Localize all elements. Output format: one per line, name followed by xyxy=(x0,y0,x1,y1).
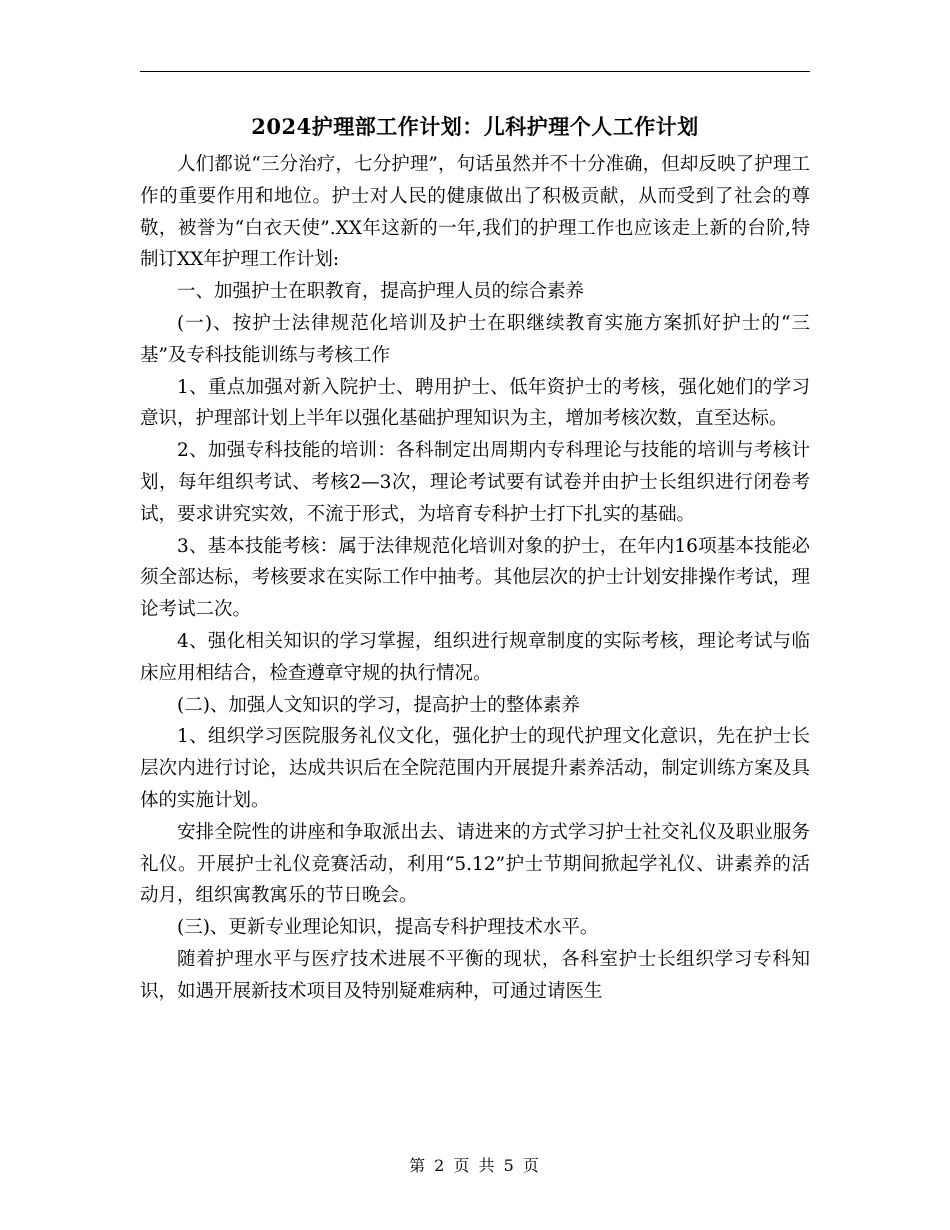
heading-section-1: 一、加强护士在职教育，提高护理人员的综合素养 xyxy=(177,281,585,303)
paragraph-specialty: 随着护理水平与医疗技术进展不平衡的现状，各科室护士长组织学习专科知识，如遇开展新技术项目及特别疑难病种，可通过请医生 xyxy=(140,948,810,1002)
paragraph-intro: 人们都说“三分治疗，七分护理”，句话虽然并不十分准确，但却反映了护理工作的重要作用和地位。护士对人民的健康做出了积极贡献，从而受到了社会的尊敬，被誉为“白衣天使”.XX年这新的一年,我们的护理工作也应该走上新的台阶,特制订XX年护理工作计划: xyxy=(140,154,810,271)
subheading-1: (一)、按护士法律规范化培训及护士在职继续教育实施方案抓好护士的“三基”及专科技能训练与考核工作 xyxy=(140,312,810,366)
paragraph-item-3: 3、基本技能考核：属于法律规范化培训对象的护士，在年内16项基本技能必须全部达标，考核要求在实际工作中抽考。其他层次的护士计划安排操作考试，理论考试二次。 xyxy=(140,535,810,621)
document-body xyxy=(140,149,810,1008)
paragraph-item-2: 2、加强专科技能的培训：各科制定出周期内专科理论与技能的培训与考核计划，每年组织考试、考核2—3次，理论考试要有试卷并由护士长组织进行闭卷考试，要求讲究实效，不流于形式，为培育专科护士打下扎实的基础。 xyxy=(140,440,810,525)
paragraph-item-1: 1、重点加强对新入院护士、聘用护士、低年资护士的考核，强化她们的学习意识，护理部计划上半年以强化基础护理知识为主，增加考核次数，直至达标。 xyxy=(140,376,810,430)
paragraph-etiquette-1: 1、组织学习医院服务礼仪文化，强化护士的现代护理文化意识，先在护士长层次内进行讨论，达成共识后在全院范围内开展提升素养活动，制定训练方案及具体的实施计划。 xyxy=(140,726,810,811)
page-number: 第 2 页 共 5 页 xyxy=(409,1156,541,1175)
paragraph-etiquette-2: 安排全院性的讲座和争取派出去、请进来的方式学习护士社交礼仪及职业服务礼仪。开展护士礼仪竞赛活动，利用“5.12”护士节期间掀起学礼仪、讲素养的活动月，组织寓教寓乐的节日晚会。 xyxy=(140,821,810,907)
header-rule xyxy=(140,71,810,72)
subheading-2: (二)、加强人文知识的学习，提高护士的整体素养 xyxy=(177,694,580,716)
subheading-3: (三)、更新专业理论知识，提高专科护理技术水平。 xyxy=(177,917,599,939)
paragraph-item-4: 4、强化相关知识的学习掌握，组织进行规章制度的实际考核，理论考试与临床应用相结合，检查遵章守规的执行情况。 xyxy=(140,630,810,684)
document-title: 2024护理部工作计划：儿科护理个人工作计划 xyxy=(251,114,699,139)
